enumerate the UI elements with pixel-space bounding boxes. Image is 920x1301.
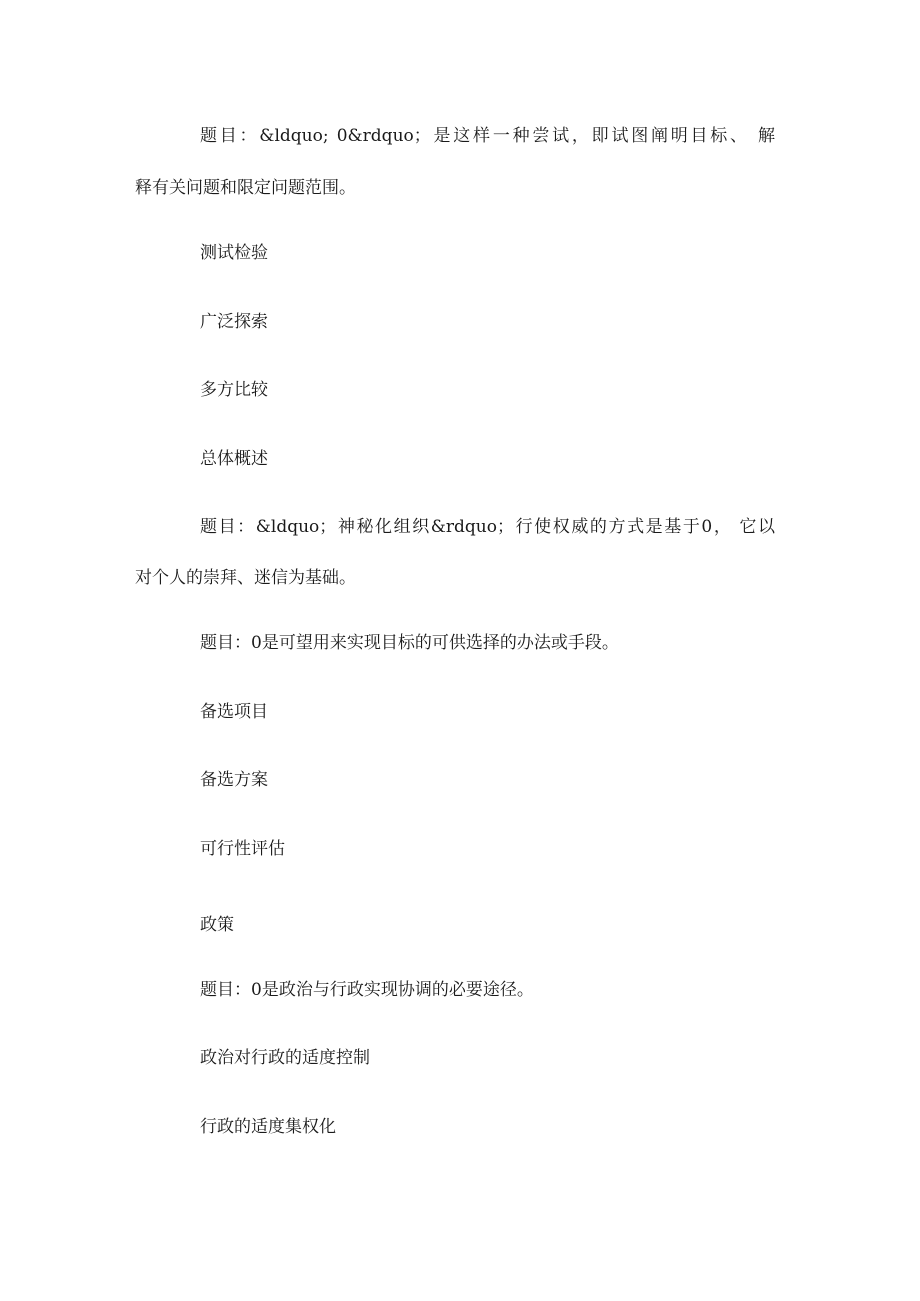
question-4-text: 题目：0是政治与行政实现协调的必要途径。 (200, 980, 534, 1000)
question-3-option-1: 备选项目 (200, 702, 268, 722)
question-1-option-1: 测试检验 (200, 243, 268, 263)
question-1-text-line-1: 题目：&ldquo; 0&rdquo；是这样一种尝试，即试图阐明目标、 解 (200, 126, 775, 146)
question-1-option-2: 广泛探索 (200, 312, 268, 332)
question-1-option-4: 总体概述 (200, 449, 268, 469)
question-4-option-1: 政治对行政的适度控制 (200, 1048, 370, 1068)
question-3-option-3: 可行性评估 (200, 839, 285, 859)
question-2-text-line-2: 对个人的崇拜、迷信为基础。 (135, 568, 356, 588)
question-2-text-line-1: 题目：&ldquo；神秘化组织&rdquo；行使权威的方式是基于0， 它以 (200, 517, 775, 537)
question-1-text-line-2: 释有关问题和限定问题范围。 (135, 178, 356, 198)
question-3-option-2: 备选方案 (200, 770, 268, 790)
question-1-option-3: 多方比较 (200, 380, 268, 400)
question-3-text: 题目：0是可望用来实现目标的可供选择的办法或手段。 (200, 633, 619, 653)
question-4-option-2: 行政的适度集权化 (200, 1117, 336, 1137)
question-3-option-4: 政策 (200, 915, 234, 935)
